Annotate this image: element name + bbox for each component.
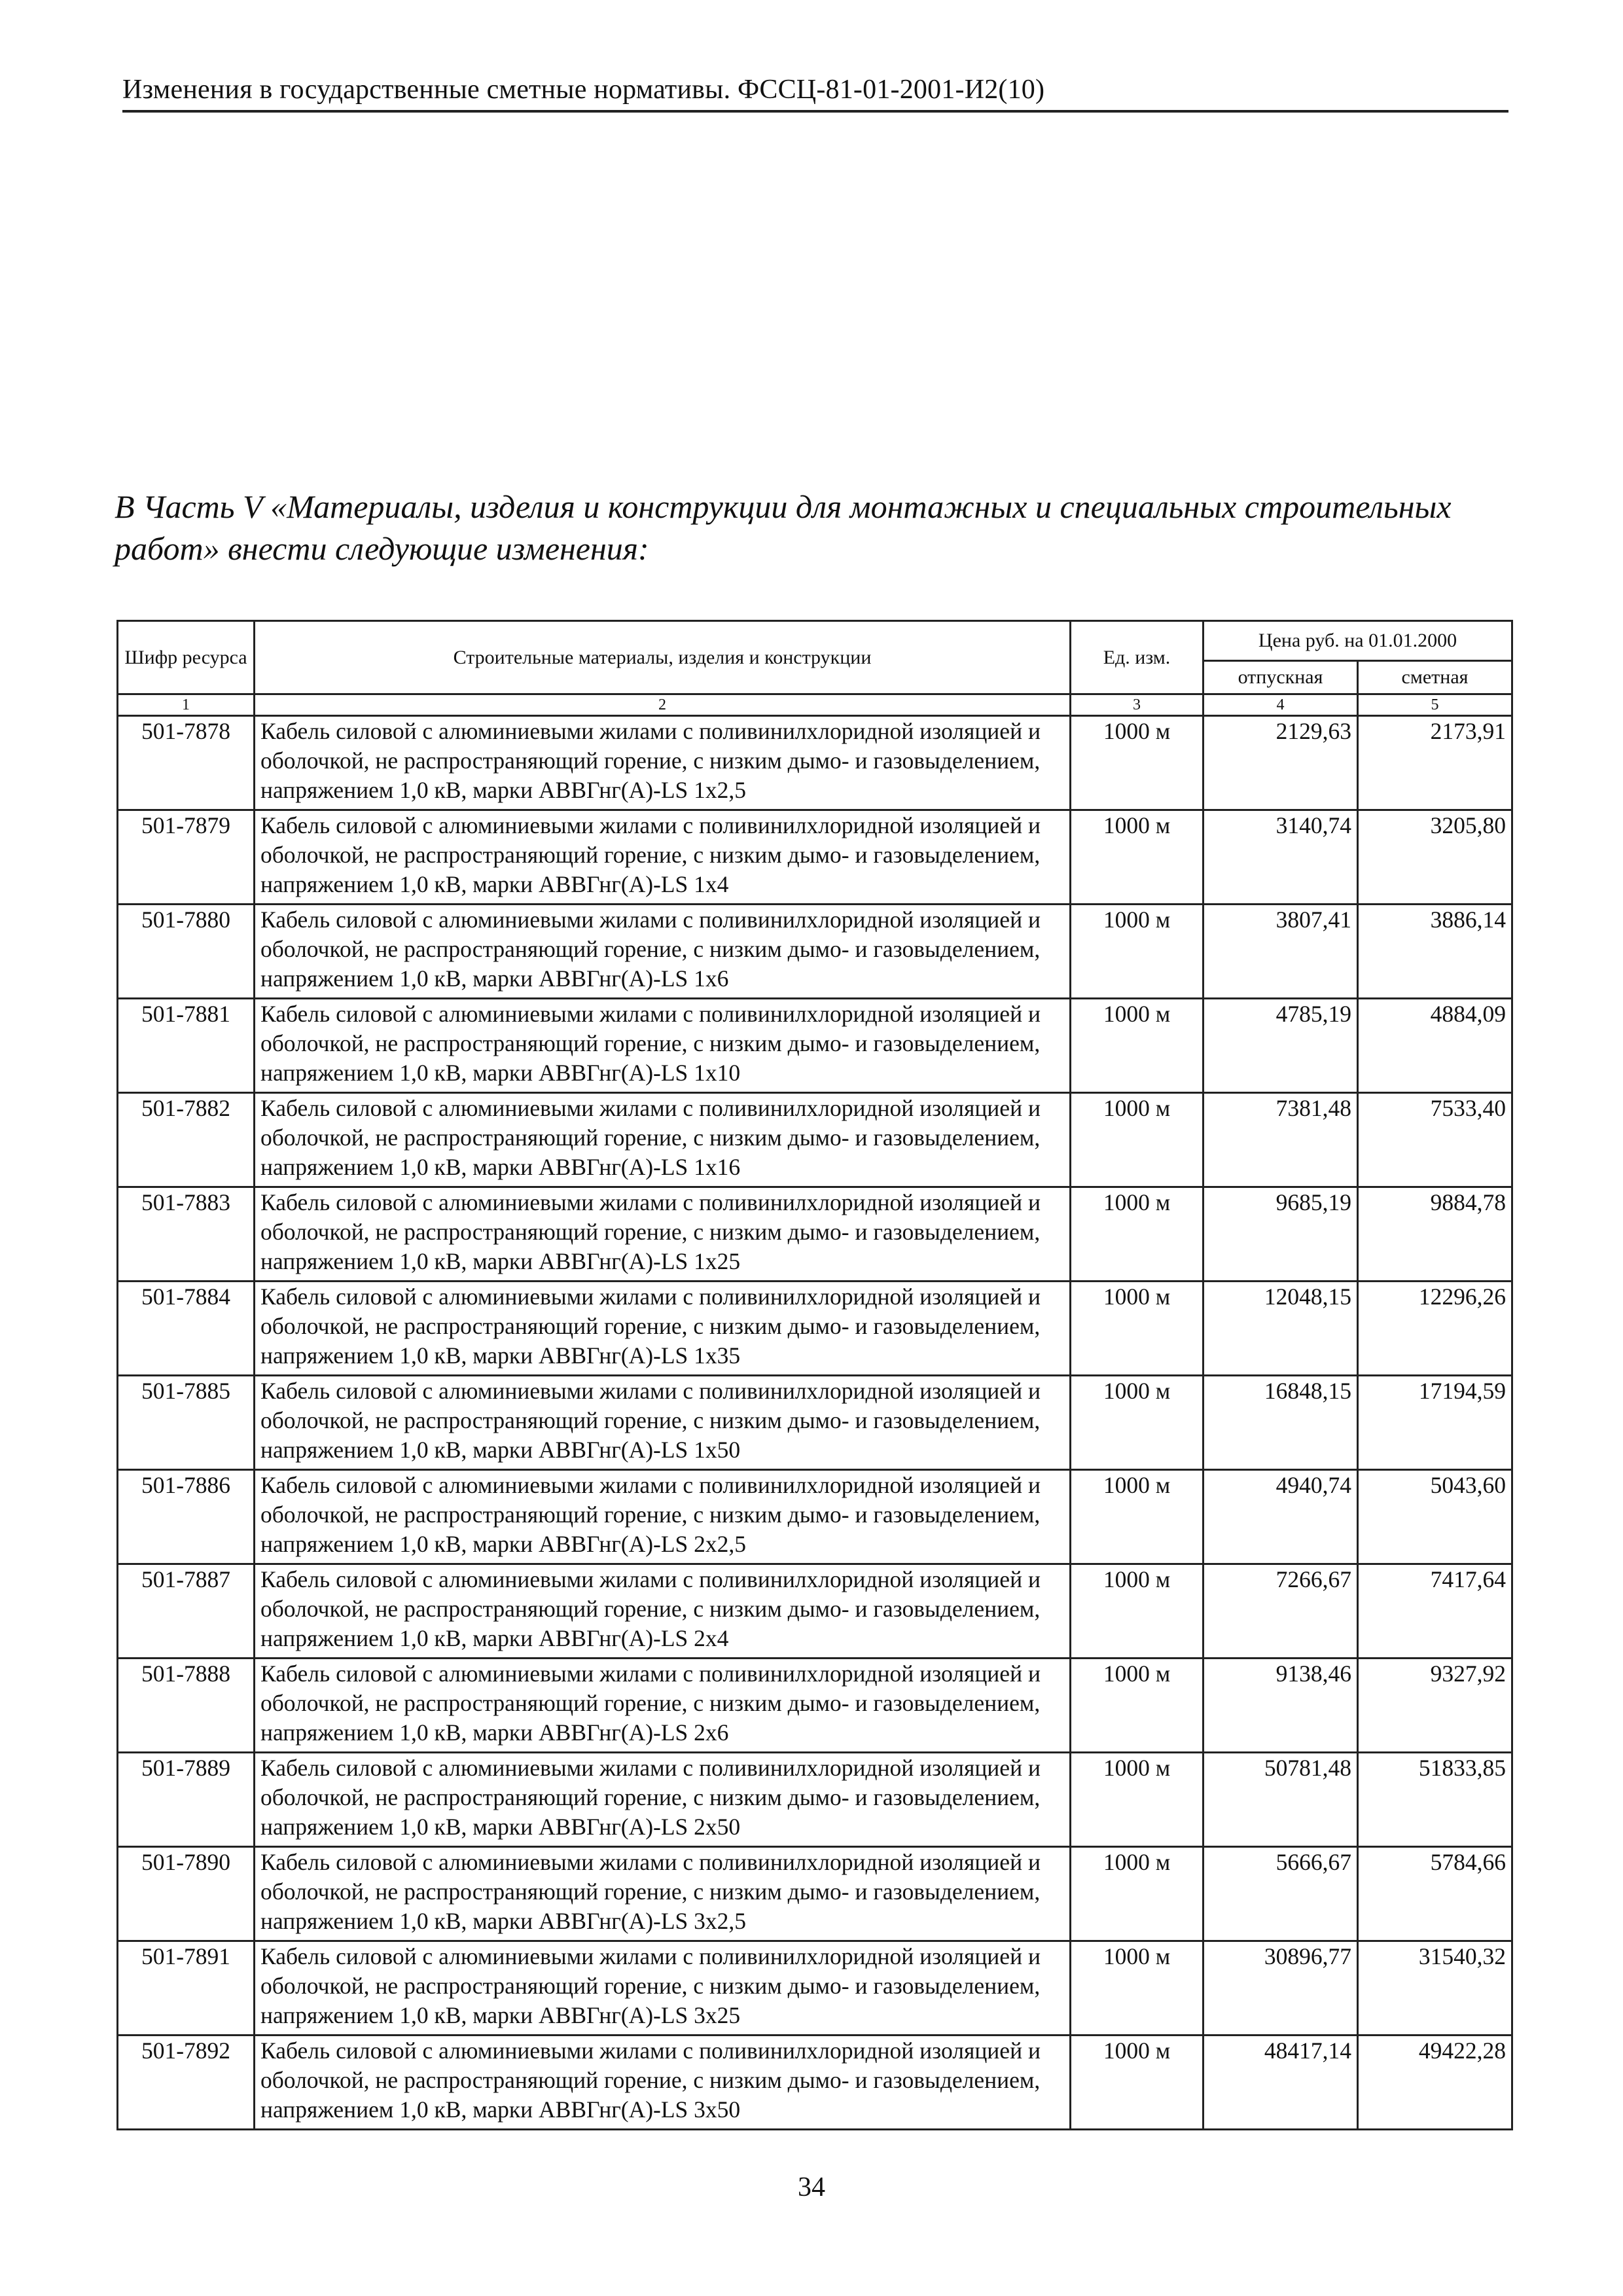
unit-cell: 1000 м: [1071, 1187, 1204, 1282]
release-price-cell: 9685,19: [1204, 1187, 1358, 1282]
release-price-cell: 7266,67: [1204, 1564, 1358, 1659]
table-row: [118, 1564, 1512, 1659]
page-number: 34: [798, 2172, 825, 2202]
resource-code-cell: 501-7884: [118, 1282, 255, 1376]
unit-cell: 1000 м: [1071, 905, 1204, 999]
table-row: [118, 1659, 1512, 1753]
unit-cell: 1000 м: [1071, 1470, 1204, 1564]
resource-name-cell: Кабель силовой с алюминиевыми жилами с поливинилхлоридной изоляцией и оболочкой, не распространяющий горение, с низким дымо- и газовыделением, напряжением 1,0 кВ, марки АВВГнг(А)-LS 1х4: [255, 810, 1071, 905]
unit-cell: 1000 м: [1071, 2036, 1204, 2130]
release-price-cell: 7381,48: [1204, 1093, 1358, 1187]
resource-name-cell: Кабель силовой с алюминиевыми жилами с поливинилхлоридной изоляцией и оболочкой, не распространяющий горение, с низким дымо- и газовыделением, напряжением 1,0 кВ, марки АВВГнг(А)-LS 1х25: [255, 1187, 1071, 1282]
header-release-price: отпускная: [1204, 661, 1358, 694]
estimate-price-cell: 49422,28: [1358, 2036, 1512, 2130]
release-price-cell: 5666,67: [1204, 1847, 1358, 1941]
header-price: Цена руб. на 01.01.2000: [1204, 621, 1512, 661]
header-name: Строительные материалы, изделия и конструкции: [255, 621, 1071, 694]
table-row: [118, 1282, 1512, 1376]
resource-name-cell: Кабель силовой с алюминиевыми жилами с поливинилхлоридной изоляцией и оболочкой, не распространяющий горение, с низким дымо- и газовыделением, напряжением 1,0 кВ, марки АВВГнг(А)-LS 2х6: [255, 1659, 1071, 1753]
unit-cell: 1000 м: [1071, 1564, 1204, 1659]
table-row: [118, 905, 1512, 999]
resource-name-cell: Кабель силовой с алюминиевыми жилами с поливинилхлоридной изоляцией и оболочкой, не распространяющий горение, с низким дымо- и газовыделением, напряжением 1,0 кВ, марки АВВГнг(А)-LS 3х50: [255, 2036, 1071, 2130]
table-row: [118, 2036, 1512, 2130]
unit-cell: 1000 м: [1071, 1753, 1204, 1847]
release-price-cell: 16848,15: [1204, 1376, 1358, 1470]
table-body: [118, 716, 1512, 2130]
release-price-cell: 30896,77: [1204, 1941, 1358, 2036]
resource-code-cell: 501-7888: [118, 1659, 255, 1753]
estimate-price-cell: 9327,92: [1358, 1659, 1512, 1753]
resource-code-cell: 501-7890: [118, 1847, 255, 1941]
table-row: [118, 999, 1512, 1093]
table-row: [118, 1187, 1512, 1282]
resource-code-cell: 501-7882: [118, 1093, 255, 1187]
resource-code-cell: 501-7880: [118, 905, 255, 999]
resource-name-cell: Кабель силовой с алюминиевыми жилами с поливинилхлоридной изоляцией и оболочкой, не распространяющий горение, с низким дымо- и газовыделением, напряжением 1,0 кВ, марки АВВГнг(А)-LS 3х2,5: [255, 1847, 1071, 1941]
column-number: 2: [255, 694, 1071, 716]
unit-cell: 1000 м: [1071, 1093, 1204, 1187]
estimate-price-cell: 3205,80: [1358, 810, 1512, 905]
resource-code-cell: 501-7887: [118, 1564, 255, 1659]
estimate-price-cell: 2173,91: [1358, 716, 1512, 810]
release-price-cell: 4940,74: [1204, 1470, 1358, 1564]
resource-code-cell: 501-7878: [118, 716, 255, 810]
column-number: 1: [118, 694, 255, 716]
resource-code-cell: 501-7886: [118, 1470, 255, 1564]
table-row: [118, 1847, 1512, 1941]
table-row: [118, 810, 1512, 905]
resource-name-cell: Кабель силовой с алюминиевыми жилами с поливинилхлоридной изоляцией и оболочкой, не распространяющий горение, с низким дымо- и газовыделением, напряжением 1,0 кВ, марки АВВГнг(А)-LS 1х10: [255, 999, 1071, 1093]
estimate-price-cell: 5043,60: [1358, 1470, 1512, 1564]
resource-code-cell: 501-7881: [118, 999, 255, 1093]
resource-name-cell: Кабель силовой с алюминиевыми жилами с поливинилхлоридной изоляцией и оболочкой, не распространяющий горение, с низким дымо- и газовыделением, напряжением 1,0 кВ, марки АВВГнг(А)-LS 1х16: [255, 1093, 1071, 1187]
estimate-price-cell: 5784,66: [1358, 1847, 1512, 1941]
header-code: Шифр ресурса: [118, 621, 255, 694]
resource-name-cell: Кабель силовой с алюминиевыми жилами с поливинилхлоридной изоляцией и оболочкой, не распространяющий горение, с низким дымо- и газовыделением, напряжением 1,0 кВ, марки АВВГнг(А)-LS 1х35: [255, 1282, 1071, 1376]
document-header: Изменения в государственные сметные нормативы. ФССЦ-81-01-2001-И2(10): [122, 71, 1508, 113]
table-row: [118, 716, 1512, 810]
resource-code-cell: 501-7885: [118, 1376, 255, 1470]
table-row: [118, 1470, 1512, 1564]
estimate-price-cell: 4884,09: [1358, 999, 1512, 1093]
resource-code-cell: 501-7879: [118, 810, 255, 905]
estimate-price-cell: 7417,64: [1358, 1564, 1512, 1659]
release-price-cell: 48417,14: [1204, 2036, 1358, 2130]
intro-paragraph: В Часть V «Материалы, изделия и конструкции для монтажных и специальных строительных работ» внести следующие изменения:: [115, 488, 1452, 567]
resource-price-table: [116, 620, 1513, 2130]
header-unit: Ед. изм.: [1071, 621, 1204, 694]
estimate-price-cell: 3886,14: [1358, 905, 1512, 999]
resource-code-cell: 501-7892: [118, 2036, 255, 2130]
unit-cell: 1000 м: [1071, 1659, 1204, 1753]
resource-name-cell: Кабель силовой с алюминиевыми жилами с поливинилхлоридной изоляцией и оболочкой, не распространяющий горение, с низким дымо- и газовыделением, напряжением 1,0 кВ, марки АВВГнг(А)-LS 1х2,5: [255, 716, 1071, 810]
release-price-cell: 3807,41: [1204, 905, 1358, 999]
table-row: [118, 1376, 1512, 1470]
estimate-price-cell: 31540,32: [1358, 1941, 1512, 2036]
release-price-cell: 12048,15: [1204, 1282, 1358, 1376]
resource-name-cell: Кабель силовой с алюминиевыми жилами с поливинилхлоридной изоляцией и оболочкой, не распространяющий горение, с низким дымо- и газовыделением, напряжением 1,0 кВ, марки АВВГнг(А)-LS 1х50: [255, 1376, 1071, 1470]
resource-code-cell: 501-7883: [118, 1187, 255, 1282]
unit-cell: 1000 м: [1071, 1282, 1204, 1376]
estimate-price-cell: 9884,78: [1358, 1187, 1512, 1282]
resource-code-cell: 501-7891: [118, 1941, 255, 2036]
unit-cell: 1000 м: [1071, 810, 1204, 905]
release-price-cell: 4785,19: [1204, 999, 1358, 1093]
resource-name-cell: Кабель силовой с алюминиевыми жилами с поливинилхлоридной изоляцией и оболочкой, не распространяющий горение, с низким дымо- и газовыделением, напряжением 1,0 кВ, марки АВВГнг(А)-LS 3х25: [255, 1941, 1071, 2036]
resource-name-cell: Кабель силовой с алюминиевыми жилами с поливинилхлоридной изоляцией и оболочкой, не распространяющий горение, с низким дымо- и газовыделением, напряжением 1,0 кВ, марки АВВГнг(А)-LS 1х6: [255, 905, 1071, 999]
release-price-cell: 9138,46: [1204, 1659, 1358, 1753]
column-number: 5: [1358, 694, 1512, 716]
table-row: [118, 1093, 1512, 1187]
unit-cell: 1000 м: [1071, 1941, 1204, 2036]
estimate-price-cell: 12296,26: [1358, 1282, 1512, 1376]
table-row: [118, 1753, 1512, 1847]
resource-name-cell: Кабель силовой с алюминиевыми жилами с поливинилхлоридной изоляцией и оболочкой, не распространяющий горение, с низким дымо- и газовыделением, напряжением 1,0 кВ, марки АВВГнг(А)-LS 2х2,5: [255, 1470, 1071, 1564]
resource-name-cell: Кабель силовой с алюминиевыми жилами с поливинилхлоридной изоляцией и оболочкой, не распространяющий горение, с низким дымо- и газовыделением, напряжением 1,0 кВ, марки АВВГнг(А)-LS 2х4: [255, 1564, 1071, 1659]
table-row: [118, 1941, 1512, 2036]
unit-cell: 1000 м: [1071, 999, 1204, 1093]
estimate-price-cell: 17194,59: [1358, 1376, 1512, 1470]
release-price-cell: 50781,48: [1204, 1753, 1358, 1847]
release-price-cell: 3140,74: [1204, 810, 1358, 905]
release-price-cell: 2129,63: [1204, 716, 1358, 810]
column-number: 4: [1204, 694, 1358, 716]
unit-cell: 1000 м: [1071, 716, 1204, 810]
header-estimate-price: сметная: [1358, 661, 1512, 694]
resource-code-cell: 501-7889: [118, 1753, 255, 1847]
unit-cell: 1000 м: [1071, 1847, 1204, 1941]
estimate-price-cell: 51833,85: [1358, 1753, 1512, 1847]
column-number: 3: [1071, 694, 1204, 716]
estimate-price-cell: 7533,40: [1358, 1093, 1512, 1187]
resource-name-cell: Кабель силовой с алюминиевыми жилами с поливинилхлоридной изоляцией и оболочкой, не распространяющий горение, с низким дымо- и газовыделением, напряжением 1,0 кВ, марки АВВГнг(А)-LS 2х50: [255, 1753, 1071, 1847]
unit-cell: 1000 м: [1071, 1376, 1204, 1470]
